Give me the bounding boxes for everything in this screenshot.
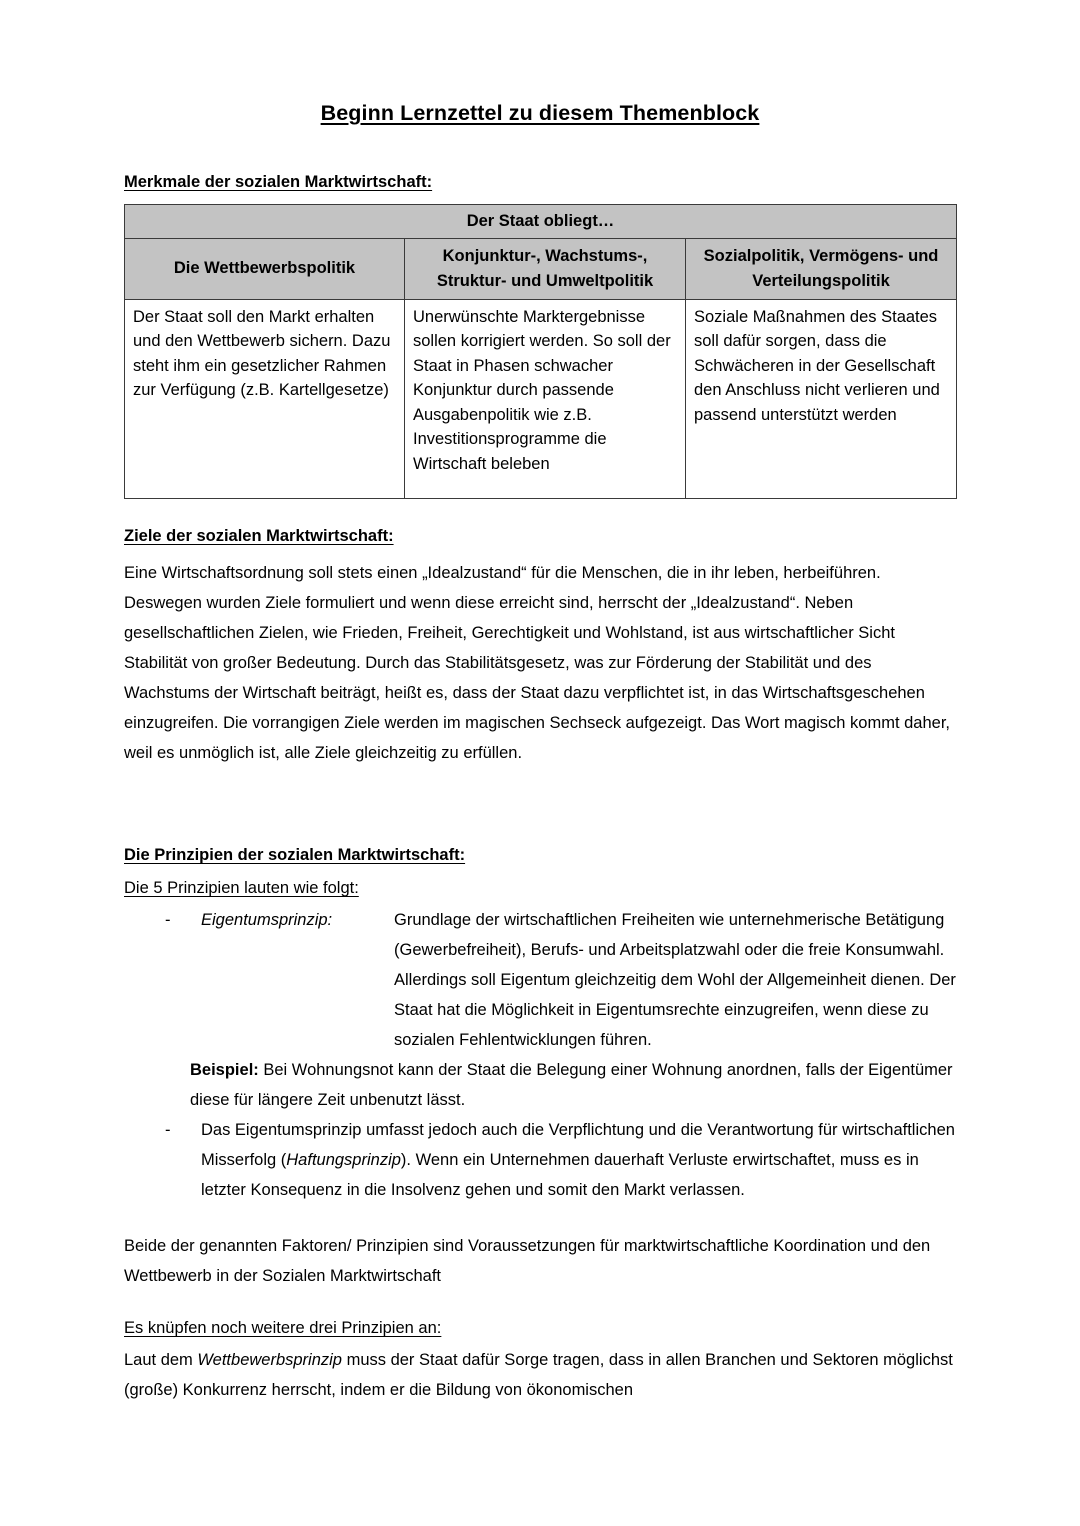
paragraph-closing-prinzipien: Beide der genannten Faktoren/ Prinzipien sind Voraussetzungen für marktwirtschaftliche Koordination und den Wettbewerb in der Sozialen Marktwirtschaft — [124, 1237, 931, 1286]
document-content — [124, 100, 956, 1405]
subheading-fuenf-prinzipien-text: Die 5 Prinzipien lauten wie folgt: — [124, 879, 359, 898]
table-cell-konjunkturpolitik: Unerwünschte Marktergebnisse sollen korrigiert werden. So soll der Staat in Phasen schwacher Konjunktur durch passende Ausgabenpolitik wie z.B. Investitionsprogramme die Wirtschaft beleben — [405, 300, 686, 499]
spacer-after-ziele — [124, 768, 956, 844]
bullet-dash-icon: - — [165, 1121, 171, 1140]
list-item-body-eigentumsprinzip: Grundlage der wirtschaftlichen Freiheiten wie unternehmerische Betätigung (Gewerbefreiheit), Berufs- und Arbeitsplatzwahl oder die freie Konsumwahl. Allerdings soll Eigentum gleichzeitig dem Wohl der Allgemeinheit dienen. Der Staat hat die Möglichkeit in Eigentumsrechte einzugreifen, wenn diese zu sozialen Fehlentwicklungen führen. — [394, 910, 956, 1050]
table-header-wettbewerbspolitik: Die Wettbewerbspolitik — [125, 239, 405, 300]
heading-merkmale-text: Merkmale der sozialen Marktwirtschaft: — [124, 172, 433, 191]
spacer-after-table — [124, 499, 956, 525]
table-cell-sozialpolitik: Soziale Maßnahmen des Staates soll dafür sorgen, dass die Schwächeren in der Gesellschaft den Anschluss nicht verlieren und passend unterstützt werden — [686, 300, 957, 499]
wettbewerbsprinzip-text-1: Laut dem — [124, 1351, 198, 1370]
table-cell-wettbewerbspolitik: Der Staat soll den Markt erhalten und den Wettbewerb sichern. Dazu steht ihm ein gesetzlicher Rahmen zur Verfügung (z.B. Kartellgesetze) — [125, 300, 405, 499]
beispiel-paragraph — [190, 1055, 956, 1115]
table-header-sozialpolitik-line2: Verteilungspolitik — [752, 271, 890, 290]
wettbewerbsprinzip-text-2: muss der Staat dafür Sorge tragen, dass in allen Branchen und Sektoren möglichst (große) Konkurrenz herrscht, indem er die Bildung von ökonomischen — [124, 1351, 953, 1400]
list-item-term-eigentumsprinzip: Eigentumsprinzip: — [201, 910, 333, 929]
table-header-sozialpolitik-line1: Sozialpolitik, Vermögens- und — [703, 247, 939, 266]
table-row — [125, 300, 957, 499]
spacer-before-closing — [124, 1205, 956, 1231]
heading-prinzipien — [124, 844, 956, 868]
list-item — [124, 905, 956, 1055]
merkmale-table — [124, 204, 957, 499]
haftungsprinzip-text-2: ). Wenn ein Unternehmen dauerhaft Verluste erwirtschaftet, muss es in letzter Konsequenz in die Insolvenz gehen und somit den Markt verlassen. — [201, 1151, 919, 1200]
spacer-before-weitere — [124, 1291, 956, 1317]
subheading-weitere-prinzipien — [124, 1317, 956, 1341]
list-item — [124, 1115, 956, 1205]
bullet-dash-icon: - — [165, 910, 171, 929]
table-header-konjunkturpolitik-line1: Konjunktur-, Wachstums-, — [442, 247, 648, 266]
paragraph-wettbewerbsprinzip — [124, 1345, 956, 1405]
table-header-konjunkturpolitik — [405, 239, 686, 300]
paragraph-ziele: Eine Wirtschaftsordnung soll stets einen „Idealzustand“ für die Menschen, die in ihr leben, herbeiführen. Deswegen wurden Ziele formuliert und wenn diese erreicht sind, herrscht der „Idealzustand“. Neben gesellschaftlichen Zielen, wie Frieden, Freiheit, Gerechtigkeit und Wohlstand, ist aus wirtschaftlicher Sicht Stabilität von großer Bedeutung. Durch das Stabilitätsgesetz, was zur Förderung der Stabilität und des Wachstums der Wirtschaft beiträgt, heißt es, dass der Staat dazu verpflichtet ist, in das Wirtschaftsgeschehen einzugreifen. Die vorrangigen Ziele werden im magischen Sechseck aufgezeigt. Das Wort magisch kommt daher, weil es unmöglich ist, alle Ziele gleichzeitig zu erfüllen. — [124, 564, 951, 763]
table-row-column-headers — [125, 239, 957, 300]
table-row-span-header — [125, 204, 957, 238]
subheading-fuenf-prinzipien — [124, 877, 956, 901]
page-title — [124, 100, 956, 128]
subheading-weitere-prinzipien-text: Es knüpfen noch weitere drei Prinzipien an: — [124, 1319, 442, 1338]
table-span-header-cell: Der Staat obliegt… — [125, 204, 957, 238]
heading-ziele-text: Ziele der sozialen Marktwirtschaft: — [124, 527, 394, 546]
heading-merkmale — [124, 171, 956, 195]
list-item-body-haftungsprinzip — [201, 1115, 956, 1205]
table-header-konjunkturpolitik-line2: Struktur- und Umweltpolitik — [436, 271, 654, 290]
heading-prinzipien-text: Die Prinzipien der sozialen Marktwirtschaft: — [124, 846, 466, 865]
wettbewerbsprinzip-italic-term: Wettbewerbsprinzip — [197, 1351, 342, 1370]
table-header-sozialpolitik — [686, 239, 957, 300]
page-title-text: Beginn Lernzettel zu diesem Themenblock — [320, 101, 760, 125]
haftungsprinzip-text-1: Das Eigentumsprinzip umfasst jedoch auch die Verpflichtung und die Verantwortung für wirtschaftlichen Misserfolg ( — [201, 1121, 955, 1170]
beispiel-text: Bei Wohnungsnot kann der Staat die Belegung einer Wohnung anordnen, falls der Eigentümer diese für längere Zeit unbenutzt lässt. — [190, 1061, 953, 1110]
haftungsprinzip-italic-term: Haftungsprinzip — [286, 1151, 401, 1170]
beispiel-label: Beispiel: — [190, 1061, 259, 1080]
heading-ziele — [124, 525, 956, 549]
